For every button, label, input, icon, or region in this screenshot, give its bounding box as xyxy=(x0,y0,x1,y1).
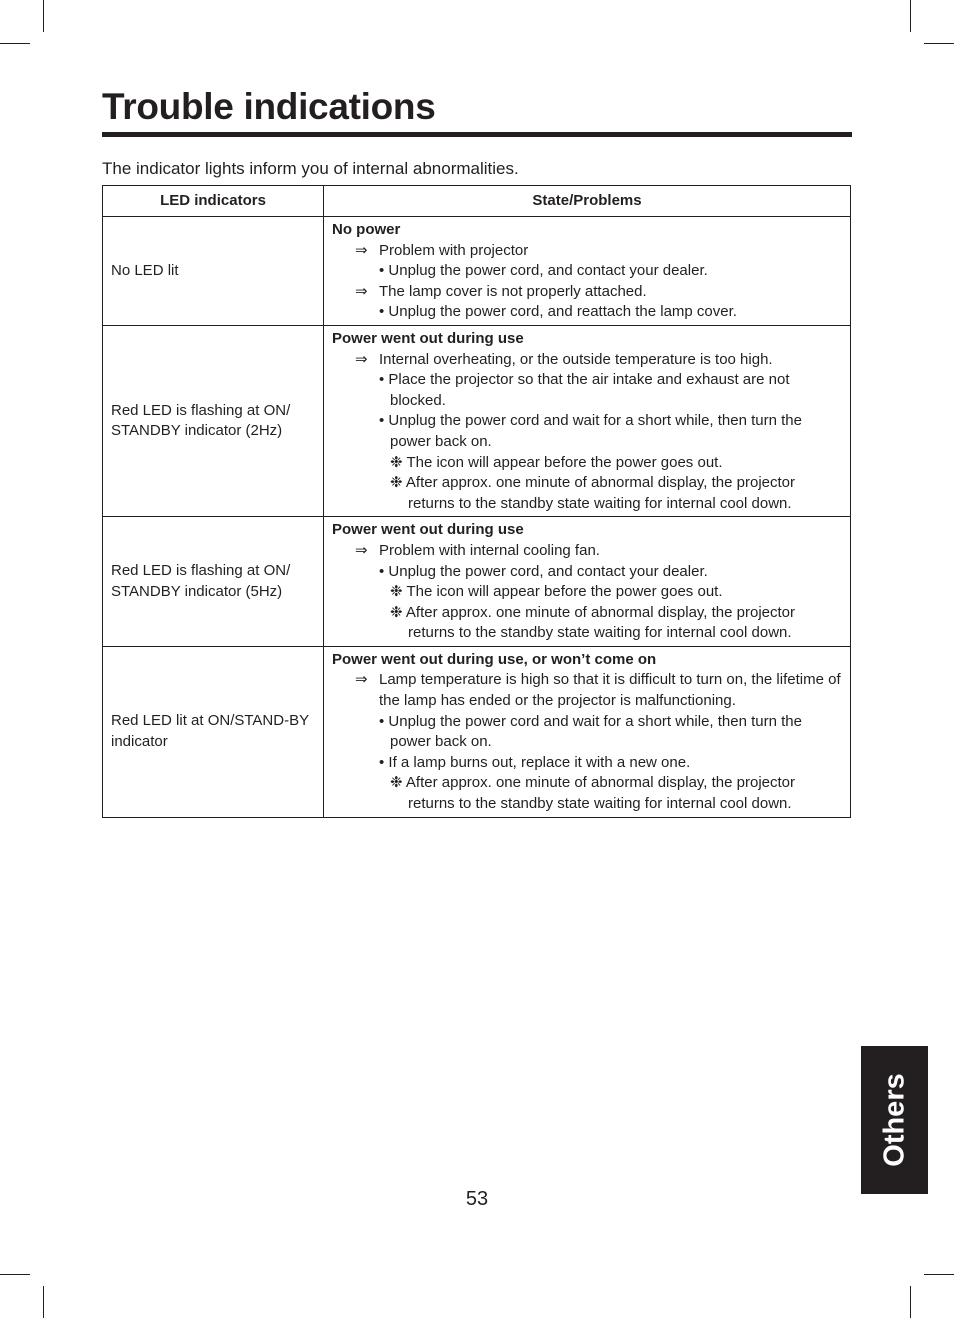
cause-text: Problem with projector xyxy=(379,241,529,259)
step-line xyxy=(332,302,842,323)
note-line xyxy=(332,582,842,603)
step-line xyxy=(332,712,842,753)
step-text: • If a lamp burns out, replace it with a new one. xyxy=(379,753,691,771)
step-text: • Unplug the power cord and wait for a short while, then turn the power back on. xyxy=(379,412,802,450)
implies-arrow-icon: ⇒ xyxy=(355,671,368,689)
crop-mark xyxy=(924,43,954,44)
state-problems-cell xyxy=(324,646,851,817)
step-text: • Unplug the power cord, and contact your dealer. xyxy=(379,262,708,280)
trouble-table xyxy=(102,185,851,818)
table-body xyxy=(103,217,851,818)
cause-text: Internal overheating, or the outside temperature is too high. xyxy=(379,350,773,368)
section-tab-label: Others xyxy=(878,1073,910,1167)
step-line xyxy=(332,411,842,452)
page-number: 53 xyxy=(465,1188,489,1210)
implies-arrow-icon: ⇒ xyxy=(355,350,368,368)
cause-line xyxy=(332,282,842,303)
step-text: • Unplug the power cord, and reattach the lamp cover. xyxy=(379,303,737,321)
led-indicator-cell: No LED lit xyxy=(103,217,324,326)
state-title: Power went out during use xyxy=(332,521,524,539)
note-text: ❉ After approx. one minute of abnormal display, the projector returns to the standby state waiting for internal cool down. xyxy=(390,603,796,642)
table-row xyxy=(103,217,851,326)
title-rule xyxy=(102,132,852,137)
cause-line xyxy=(332,541,842,562)
state-title: Power went out during use xyxy=(332,329,524,347)
state-title: No power xyxy=(332,221,401,238)
note-line xyxy=(332,453,842,474)
table-row xyxy=(103,517,851,647)
implies-arrow-icon: ⇒ xyxy=(355,282,368,300)
led-indicator-cell: Red LED is flashing at ON/ STANDBY indicator (2Hz) xyxy=(103,325,324,516)
crop-mark xyxy=(43,1286,44,1318)
led-indicator-cell: Red LED lit at ON/STAND-BY indicator xyxy=(103,646,324,817)
crop-mark xyxy=(910,1286,911,1318)
table-header-row xyxy=(103,186,851,217)
crop-mark xyxy=(43,0,44,32)
step-text: • Unplug the power cord and wait for a short while, then turn the power back on. xyxy=(379,712,802,751)
step-line xyxy=(332,370,842,411)
cause-line xyxy=(332,350,842,371)
crop-mark xyxy=(0,43,30,44)
table-row xyxy=(103,646,851,817)
step-line xyxy=(332,753,842,774)
note-line xyxy=(332,603,842,644)
implies-arrow-icon: ⇒ xyxy=(355,541,368,559)
state-problems-cell xyxy=(324,517,851,647)
state-title: Power went out during use, or won’t come on xyxy=(332,650,657,668)
implies-arrow-icon: ⇒ xyxy=(355,241,368,259)
column-header: State/Problems xyxy=(324,186,851,217)
intro-text: The indicator lights inform you of internal abnormalities. xyxy=(102,159,519,178)
section-tab xyxy=(861,1046,928,1194)
cause-text: Problem with internal cooling fan. xyxy=(379,541,600,559)
step-text: • Place the projector so that the air intake and exhaust are not blocked. xyxy=(379,371,790,409)
step-text: • Unplug the power cord, and contact your dealer. xyxy=(379,562,708,580)
column-header: LED indicators xyxy=(103,186,324,217)
note-text: ❉ The icon will appear before the power goes out. xyxy=(390,453,723,471)
note-line xyxy=(332,473,842,514)
cause-line xyxy=(332,241,842,262)
step-line xyxy=(332,562,842,583)
note-text: ❉ The icon will appear before the power goes out. xyxy=(390,583,723,601)
cause-text: Lamp temperature is high so that it is difficult to turn on, the lifetime of the lamp has ended or the projector is malfunctioning. xyxy=(379,671,841,710)
cause-line xyxy=(332,670,842,711)
led-indicator-cell: Red LED is flashing at ON/ STANDBY indicator (5Hz) xyxy=(103,517,324,647)
step-line xyxy=(332,261,842,282)
table-row xyxy=(103,325,851,516)
page-title: Trouble indications xyxy=(102,86,436,127)
crop-mark xyxy=(924,1274,954,1275)
state-problems-cell xyxy=(324,325,851,516)
crop-mark xyxy=(0,1274,30,1275)
note-text: ❉ After approx. one minute of abnormal display, the projector returns to the standby state waiting for internal cool down. xyxy=(390,774,796,813)
cause-text: The lamp cover is not properly attached. xyxy=(379,282,647,300)
crop-mark xyxy=(910,0,911,32)
state-problems-cell xyxy=(324,217,851,326)
note-line xyxy=(332,773,842,814)
note-text: ❉ After approx. one minute of abnormal display, the projector returns to the standby state waiting for internal cool down. xyxy=(390,474,796,512)
